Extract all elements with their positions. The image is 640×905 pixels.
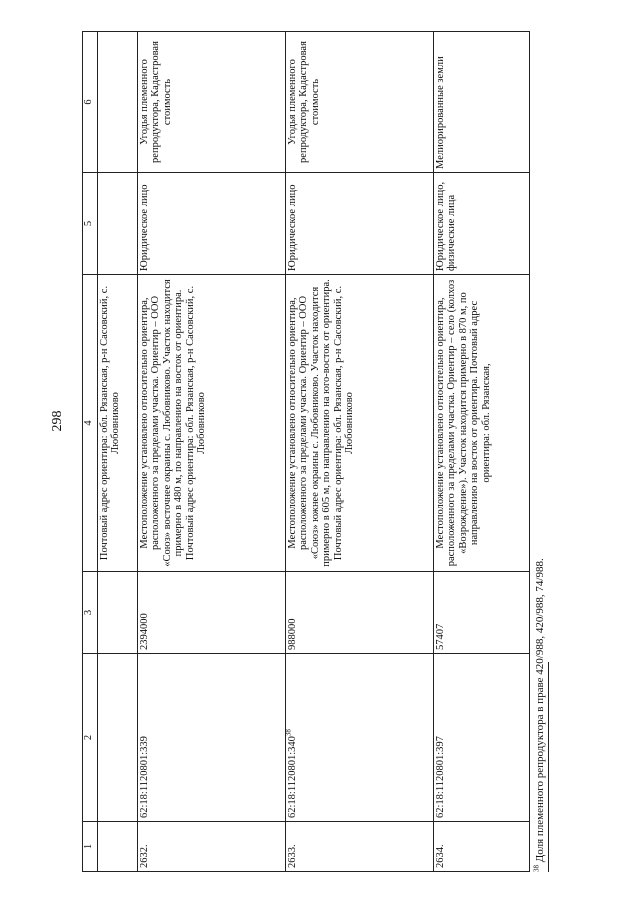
page-number: 298: [50, 410, 65, 432]
row-number: 2633.: [286, 822, 434, 872]
location-description: Местоположение установлено относительно ориентира, расположенного за пределами участка. Ориентир – ООО «Союз» южнее окраины с. Любовниково. Участок находится примерно в 605 м, по направлению на юго-восток от ориентира. Почтовый адрес ориентира: обл. Рязанская, р-н Сасовский, с. Любовниково: [286, 275, 434, 572]
location-description: Местоположение установлено относительно ориентира, расположенного за пределами участка. Ориентир – ООО «Союз» восточнее окраины с. Любовниково. Участок находится примерно в 480 м, по направлению на восток от ориентира. Почтовый адрес ориентира: обл. Рязанская, р-н Сасовский, с. Любовниково: [138, 275, 286, 572]
row-number: 2632.: [138, 822, 286, 872]
continuation-row: [98, 32, 138, 872]
header-cell: 5: [83, 173, 98, 275]
land-category: Угодья племенного репродуктора, Кадастровая стоимость: [138, 32, 286, 173]
owner-type: Юридическое лицо, физические лица: [434, 173, 530, 275]
footnote-text: Доля племенного репродуктора в праве 420/988, 420/988, 74/988.: [534, 558, 546, 863]
land-register-table: [82, 31, 530, 872]
land-category: Угодья племенного репродуктора, Кадастровая стоимость: [286, 32, 434, 173]
table-row: [434, 32, 530, 872]
footnote-divider: [548, 662, 549, 872]
land-category: Мелиорированные земли: [434, 32, 530, 173]
rotated-page-content: [82, 32, 562, 872]
cadastral-number: 62:18:1120801:397: [434, 654, 530, 822]
header-cell: 1: [83, 822, 98, 872]
cadastral-number: 62:18:1120801:339: [138, 654, 286, 822]
owner-type: Юридическое лицо: [286, 173, 434, 275]
area-value: 988000: [286, 572, 434, 654]
area-value: 2394000: [138, 572, 286, 654]
header-cell: 3: [83, 572, 98, 654]
footnote-reference: 38: [284, 729, 293, 737]
footnote-mark: 38: [532, 865, 541, 872]
header-cell: 2: [83, 654, 98, 822]
table-row: [286, 32, 434, 872]
location-description: Местоположение установлено относительно ориентира, расположенного за пределами участка. Ориентир – село (колхоз «Возрождение»). Участок находится примерно в 870 м, по направлению на восток от ориентира. Почтовый адрес ориентира: обл. Рязанская,: [434, 275, 530, 572]
area-value: 57407: [434, 572, 530, 654]
footnote-area: [532, 32, 598, 872]
footnote: [534, 32, 546, 872]
header-cell: 4: [83, 275, 98, 572]
header-cell: 6: [83, 32, 98, 173]
cadastral-number: $62:18:1120801:340^{38}$: [286, 654, 434, 822]
table-row: [138, 32, 286, 872]
row-number: 2634.: [434, 822, 530, 872]
owner-type: Юридическое лицо: [138, 173, 286, 275]
header-row: [83, 32, 98, 872]
continuation-address: Почтовый адрес ориентира: обл. Рязанская, р-н Сасовский, с. Любовниково: [98, 275, 138, 572]
